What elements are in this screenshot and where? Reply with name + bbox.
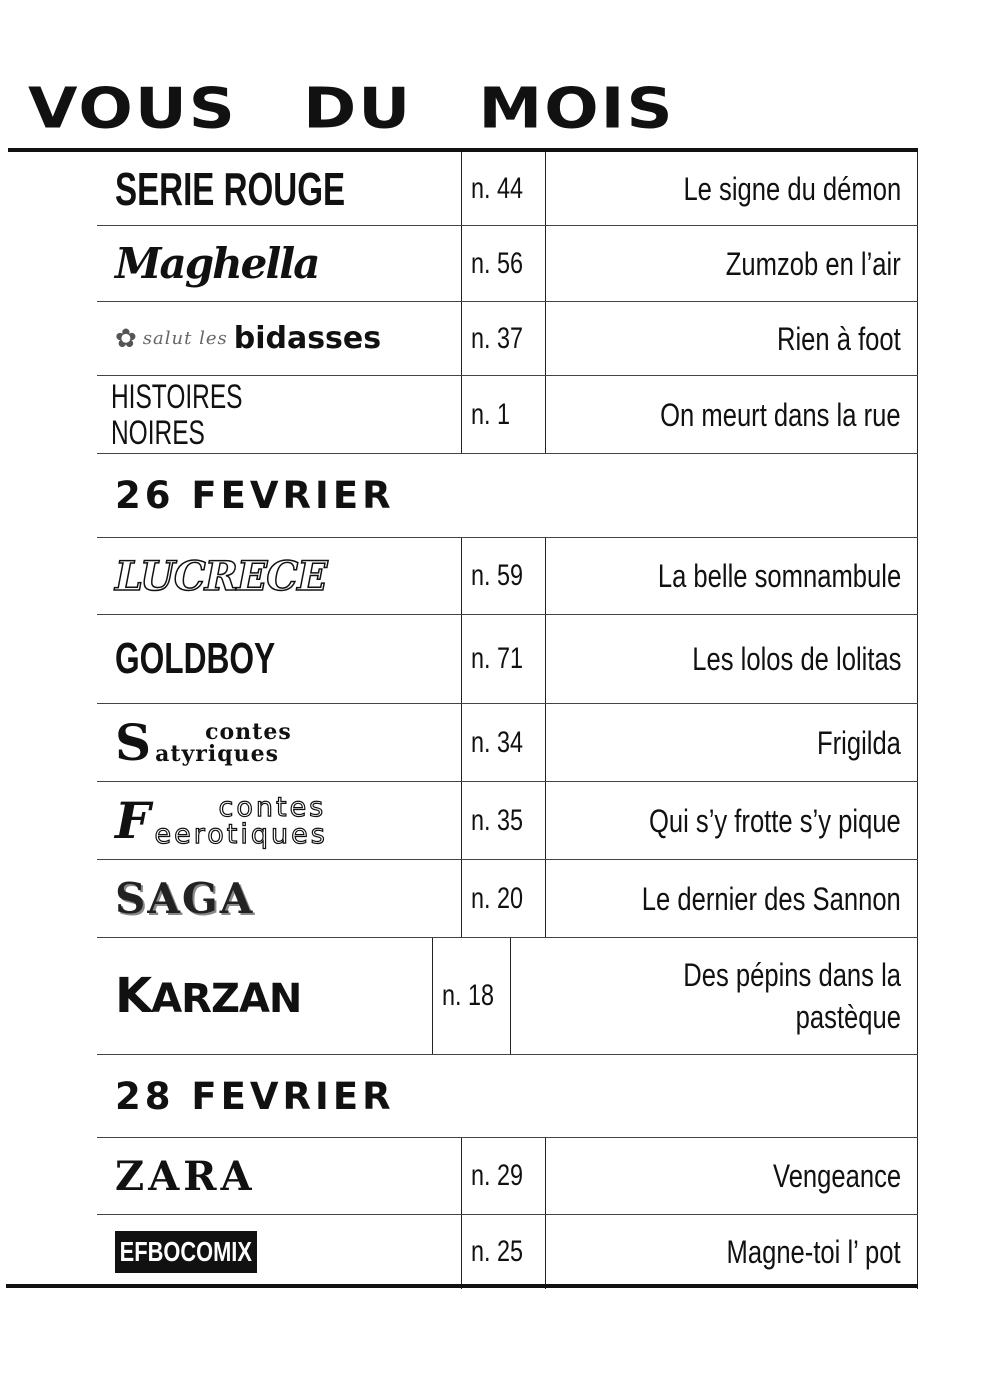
logo-words xyxy=(154,791,328,850)
story-title: Magne-toi l’ pot xyxy=(726,1234,901,1270)
story-cell xyxy=(546,302,918,375)
story-title: Les lolos de lolitas xyxy=(691,641,901,677)
section-date-row xyxy=(97,1055,918,1138)
issue-number-text: n. 59 xyxy=(471,559,524,592)
saga-logo: SAGA xyxy=(115,874,255,923)
issue-number-text: n. 29 xyxy=(471,1159,524,1192)
title-cell xyxy=(97,860,461,937)
logo-word: ARZAN xyxy=(151,976,302,1022)
story-cell xyxy=(546,152,918,225)
issue-number-text: n. 37 xyxy=(471,321,524,355)
story-title: Le signe du démon xyxy=(683,170,901,207)
page-title: VOUS DU MOIS xyxy=(28,76,675,142)
issue-number xyxy=(461,1138,546,1214)
maghella-logo: Maghella xyxy=(115,239,319,288)
logo-word: contes xyxy=(205,718,292,745)
logo-initial: F xyxy=(115,790,151,850)
story-cell xyxy=(546,782,918,859)
story-title: Des pépins dans la pastèque xyxy=(683,957,901,1035)
table-row xyxy=(97,152,918,226)
title-cell xyxy=(97,615,461,703)
flower-icon: ✿ xyxy=(115,323,137,353)
story-title: Rien à foot xyxy=(777,320,901,357)
title-cell xyxy=(97,226,461,301)
issue-number xyxy=(461,1215,546,1289)
issue-number xyxy=(461,860,546,937)
lucrece-logo: LUCRECE xyxy=(115,552,327,600)
title-line: HISTOIRES xyxy=(111,377,243,416)
table-row xyxy=(97,1138,918,1215)
issue-number-text: n. 35 xyxy=(471,803,524,837)
title-goldboy: GOLDBOY xyxy=(115,634,276,683)
logo-word: contes xyxy=(218,791,327,823)
table-row xyxy=(97,860,918,938)
story-cell xyxy=(546,1138,918,1214)
bidasses-logo xyxy=(115,321,381,356)
efbocomix-logo: EFBOCOMIX xyxy=(115,1231,257,1273)
section-date-row xyxy=(97,454,918,538)
story-title: Le dernier des Sannon xyxy=(641,880,901,917)
issue-number xyxy=(461,376,546,453)
zara-logo: ZARA xyxy=(115,1152,256,1200)
logo-word: eerotiques xyxy=(154,818,328,850)
story-title: Zumzob en l’air xyxy=(726,245,901,282)
bidasses-logo-word: bidasses xyxy=(233,321,382,356)
table-row xyxy=(97,538,918,615)
title-serie-rouge: SERIE ROUGE xyxy=(115,162,346,215)
story-title: Vengeance xyxy=(772,1158,901,1194)
table-row xyxy=(97,376,918,454)
logo-words xyxy=(155,718,292,767)
issue-number xyxy=(432,938,511,1054)
story-cell xyxy=(546,376,918,453)
story-cell xyxy=(546,615,918,703)
title-cell xyxy=(97,302,461,375)
story-cell xyxy=(546,1215,918,1289)
table-row xyxy=(97,782,918,860)
section-border xyxy=(917,454,919,537)
logo-word: atyriques xyxy=(155,740,280,767)
issue-number xyxy=(461,782,546,859)
issue-number-text: n. 25 xyxy=(471,1235,524,1268)
bottom-rule xyxy=(6,1284,918,1288)
issue-number xyxy=(461,704,546,781)
table-row xyxy=(97,226,918,302)
table-row xyxy=(97,302,918,376)
table-row xyxy=(97,1215,918,1289)
story-cell xyxy=(511,938,918,1054)
story-title: Frigilda xyxy=(817,724,901,761)
satyriques-logo xyxy=(115,712,292,772)
issue-number xyxy=(461,615,546,703)
issue-number-text: n. 34 xyxy=(471,725,524,759)
story-cell xyxy=(546,704,918,781)
logo-initial: K xyxy=(115,968,152,1024)
table-row xyxy=(97,704,918,782)
issue-number-text: n. 18 xyxy=(442,979,495,1012)
story-cell xyxy=(546,860,918,937)
section-date: 28 FEVRIER xyxy=(115,1074,395,1118)
title-cell xyxy=(97,938,432,1054)
story-cell xyxy=(546,538,918,614)
issue-number-text: n. 20 xyxy=(471,881,524,915)
issue-number xyxy=(461,302,546,375)
feerotiques-logo xyxy=(115,790,328,850)
bidasses-logo-salut: salut les xyxy=(142,328,228,349)
title-cell xyxy=(97,538,461,614)
title-cell xyxy=(97,704,461,781)
title-cell xyxy=(97,376,461,453)
section-date: 26 FEVRIER xyxy=(115,474,395,517)
title-cell xyxy=(97,782,461,859)
issue-number-text: n. 44 xyxy=(471,171,524,205)
release-table xyxy=(97,152,918,1289)
table-row xyxy=(97,615,918,704)
title-line: NOIRES xyxy=(111,413,205,452)
issue-number-text: n. 71 xyxy=(471,642,524,675)
issue-number xyxy=(461,226,546,301)
issue-number-text: n. 1 xyxy=(471,397,511,431)
issue-number-text: n. 56 xyxy=(471,246,524,280)
title-cell xyxy=(97,1215,461,1289)
issue-number xyxy=(461,152,546,225)
histoires-noires-title xyxy=(111,379,294,451)
logo-initial: S xyxy=(115,712,152,772)
story-title: La belle somnambule xyxy=(657,558,901,594)
karzan-logo xyxy=(115,968,301,1024)
title-cell xyxy=(97,152,461,225)
table-row xyxy=(97,938,918,1055)
story-title: On meurt dans la rue xyxy=(660,396,901,433)
story-cell xyxy=(546,226,918,301)
section-border xyxy=(917,1055,919,1137)
story-title: Qui s’y frotte s’y pique xyxy=(649,802,901,839)
issue-number xyxy=(461,538,546,614)
title-cell xyxy=(97,1138,461,1214)
